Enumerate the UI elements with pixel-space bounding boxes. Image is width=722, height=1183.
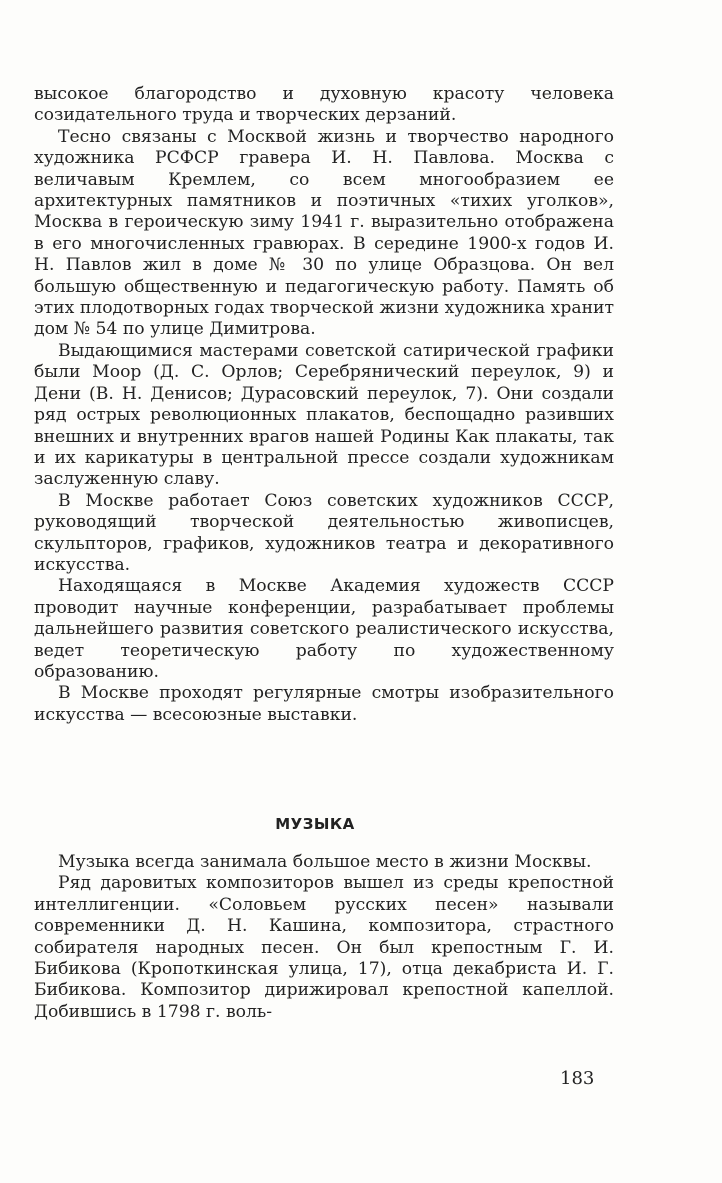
text-block-bottom bbox=[34, 852, 614, 1023]
paragraph: высокое благородство и духовную красоту человека созидательного труда и творческих дерзаний. bbox=[34, 84, 614, 126]
paragraph: Тесно связаны с Москвой жизнь и творчество народного художника РСФСР гравера И. Н. Павлова. Москва с величавым Кремлем, со всем многообразием ее архитектурных памятников и поэтичных «тихих уголков», Москва в героическую зиму 1941 г. выразительно отображена в его многочисленных гравюрах. В середине 1900-х годов И. Н. Павлов жил в доме № 30 по улице Образцова. Он вел большую общественную и педагогическую работу. Память об этих плодотворных годах творческой жизни художника хранит дом № 54 по улице Димитрова. bbox=[34, 126, 614, 340]
paragraph: Музыка всегда занимала большое место в жизни Москвы. bbox=[58, 852, 592, 872]
text-block-top bbox=[34, 84, 614, 726]
section-heading: МУЗЫКА bbox=[275, 815, 355, 833]
paragraph: В Москве работает Союз советских художников СССР, руководящий творческой деятельностью живописцев, скульпторов, графиков, художников театра и декоративного искусства. bbox=[34, 490, 614, 575]
paragraph: Ряд даровитых композиторов вышел из среды крепостной интеллигенции. «Соловьем русских песен» называли современники Д. Н. Кашина, композитора, страстного собирателя народных песен. Он был крепостным Г. И. Бибикова (Кропоткинская улица, 17), отца декабриста И. Г. Бибикова. Композитор дирижировал крепостной капеллой. Добившись в 1798 г. воль- bbox=[34, 873, 614, 1022]
paragraph: Находящаяся в Москве Академия художеств СССР проводит научные конференции, разрабатывает проблемы дальнейшего развития советского реалистического искусства, ведет теоретическую работу по художественному образованию. bbox=[34, 576, 614, 682]
paragraph: Выдающимися мастерами советской сатирической графики были Моор (Д. С. Орлов; Серебрянический переулок, 9) и Дени (В. Н. Денисов; Дурасовский переулок, 7). Они создали ряд острых революционных плакатов, беспощадно разивших внешних и внутренних врагов нашей Родины Как плакаты, так и их карикатуры в центральной прессе создали художникам заслуженную славу. bbox=[34, 340, 614, 490]
paragraph: В Москве проходят регулярные смотры изобразительного искусства — всесоюзные выставки. bbox=[34, 683, 614, 725]
page-number: 183 bbox=[560, 1068, 595, 1089]
